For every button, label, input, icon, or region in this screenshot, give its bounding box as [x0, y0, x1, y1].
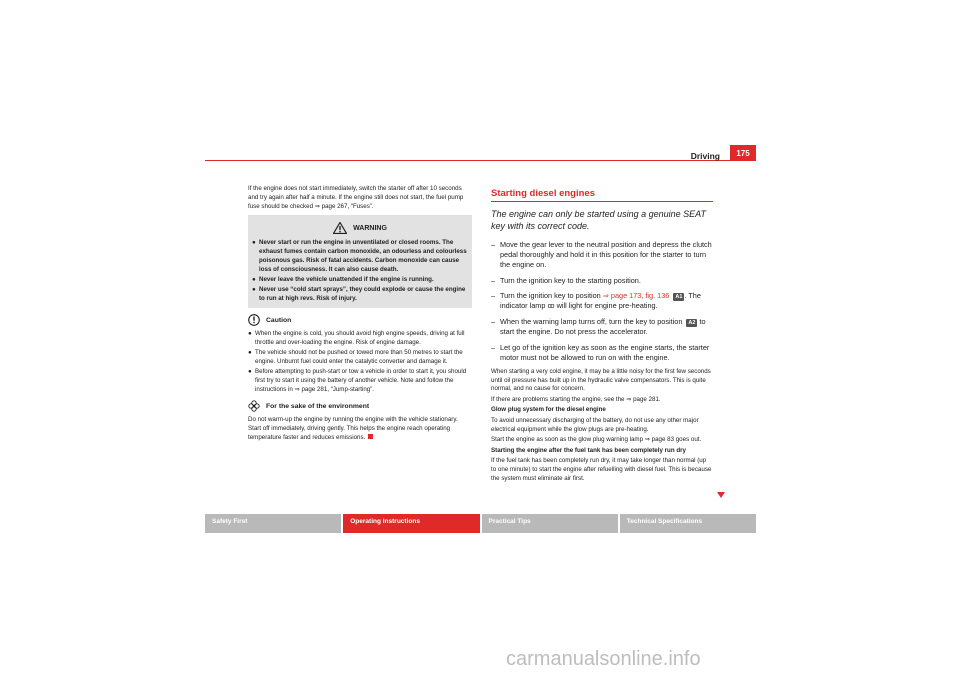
tab-practical-tips[interactable]: Practical Tips — [482, 514, 618, 533]
step-item: – Let go of the ignition key as soon as the engine starts, the starter motor must not be allowed to run on with the engine. — [491, 342, 710, 362]
note-paragraph: When starting a very cold engine, it may be a little noisy for the first few seconds until oil pressure has built up in the hydraulic valve compensators. This is quite normal, and no cause for concern. — [491, 368, 711, 393]
step-item: – Move the gear lever to the neutral position and depress the clutch pedal thoroughly and hold it in this position for the starter to turn the engine on. — [491, 240, 712, 270]
page-number: 175 — [730, 145, 756, 161]
environment-title: For the sake of the environment — [266, 402, 370, 410]
note-paragraph: If there are problems starting the engine, see the ⇒ page 281. — [491, 395, 661, 403]
step-item: – When the warning lamp turns off, turn the key to position A2 to start the engine. Do not press the accelerator. — [491, 317, 706, 337]
note-heading: Glow plug system for the diesel engine — [491, 406, 606, 414]
warning-triangle-icon — [333, 222, 347, 234]
page-reference-link[interactable]: ⇒ page 173, fig. 136 — [602, 290, 670, 300]
warning-heading — [252, 222, 468, 234]
environment-heading — [248, 400, 472, 412]
note-paragraph: If the fuel tank has been completely run dry, it may take longer than normal (up to one minute) to start the engine after refuelling with diesel fuel. This is because the system must eliminate air first. — [491, 457, 712, 482]
end-marker — [368, 434, 373, 439]
caution-heading — [248, 314, 472, 326]
right-section-subtitle: The engine can only be started using a genuine SEAT key with its correct code. — [491, 209, 706, 231]
environment-flower-icon — [248, 400, 260, 412]
tab-operating-instructions[interactable]: Operating Instructions — [343, 514, 479, 533]
warning-item: ● Never use “cold start sprays”, they could explode or cause the engine to run at high revs. Risk of injury. — [252, 286, 466, 302]
caution-icon — [248, 314, 260, 326]
tab-safety-first[interactable]: Safety First — [205, 514, 341, 533]
position-badge: A1 — [675, 293, 683, 300]
note-paragraph: Start the engine as soon as the glow plug warning lamp ⇒ page 83 goes out. — [491, 436, 702, 444]
continue-arrow-icon — [717, 492, 725, 498]
warning-box — [248, 215, 472, 308]
caution-title: Caution — [266, 316, 292, 324]
step-item: – Turn the ignition key to the starting position. — [491, 275, 641, 285]
caution-item: ● Before attempting to push-start or tow a vehicle in order to start it, you should first try to start it using the battery of another vehicle. Note and follow the instructions in ⇒ page 281, “Jump-starting”. — [248, 368, 467, 393]
position-badge: A2 — [688, 320, 696, 327]
left-column — [248, 184, 472, 445]
right-section-title: Starting diesel engines — [491, 189, 713, 202]
step-item: – Turn the ignition key to position ⇒ page 173, fig. 136 A1 . The indicator lamp ꝏ will light for engine pre-heating. — [491, 290, 701, 311]
intro-paragraph: If the engine does not start immediately, switch the starter off after 10 seconds and try again after half a minute. If the engine still does not start, the fuel pump fuse should be checked ⇒ page 267, “Fuses”. — [248, 185, 464, 210]
watermark: carmanualsonline.info — [506, 648, 701, 670]
warning-item: ● Never start or run the engine in unventilated or closed rooms. The exhaust fumes contain carbon monoxide, an odourless and colourless poisonous gas. Risk of fatal accidents. Carbon monoxide can cause loss of consciousness. It can also cause death. — [252, 239, 467, 273]
note-paragraph: To avoid unnecessary discharging of the battery, do not use any other major electrical equipment while the glow plugs are pre-heating. — [491, 417, 699, 433]
glow-plug-icon: ꝏ — [547, 303, 555, 311]
environment-text: Do not warm-up the engine by running the engine with the vehicle stationary. Start off immediately, driving gently. This helps the engine reach operating temperature faster and reduces emissions. — [248, 416, 458, 441]
right-column — [491, 189, 713, 485]
footer-nav — [205, 514, 756, 533]
note-heading: Starting the engine after the fuel tank has been completely run dry — [491, 446, 686, 454]
warning-title: WARNING — [353, 224, 387, 232]
section-title: Driving — [690, 151, 720, 161]
caution-item: ● When the engine is cold, you should avoid high engine speeds, driving at full throttle and over-loading the engine. Risk of engine damage. — [248, 330, 465, 346]
warning-item: ● Never leave the vehicle unattended if the engine is running. — [252, 276, 434, 283]
tab-technical-specifications[interactable]: Technical Specifications — [620, 514, 756, 533]
caution-item: ● The vehicle should not be pushed or towed more than 50 metres to start the engine. Unburnt fuel could enter the catalytic converter and damage it. — [248, 349, 463, 365]
